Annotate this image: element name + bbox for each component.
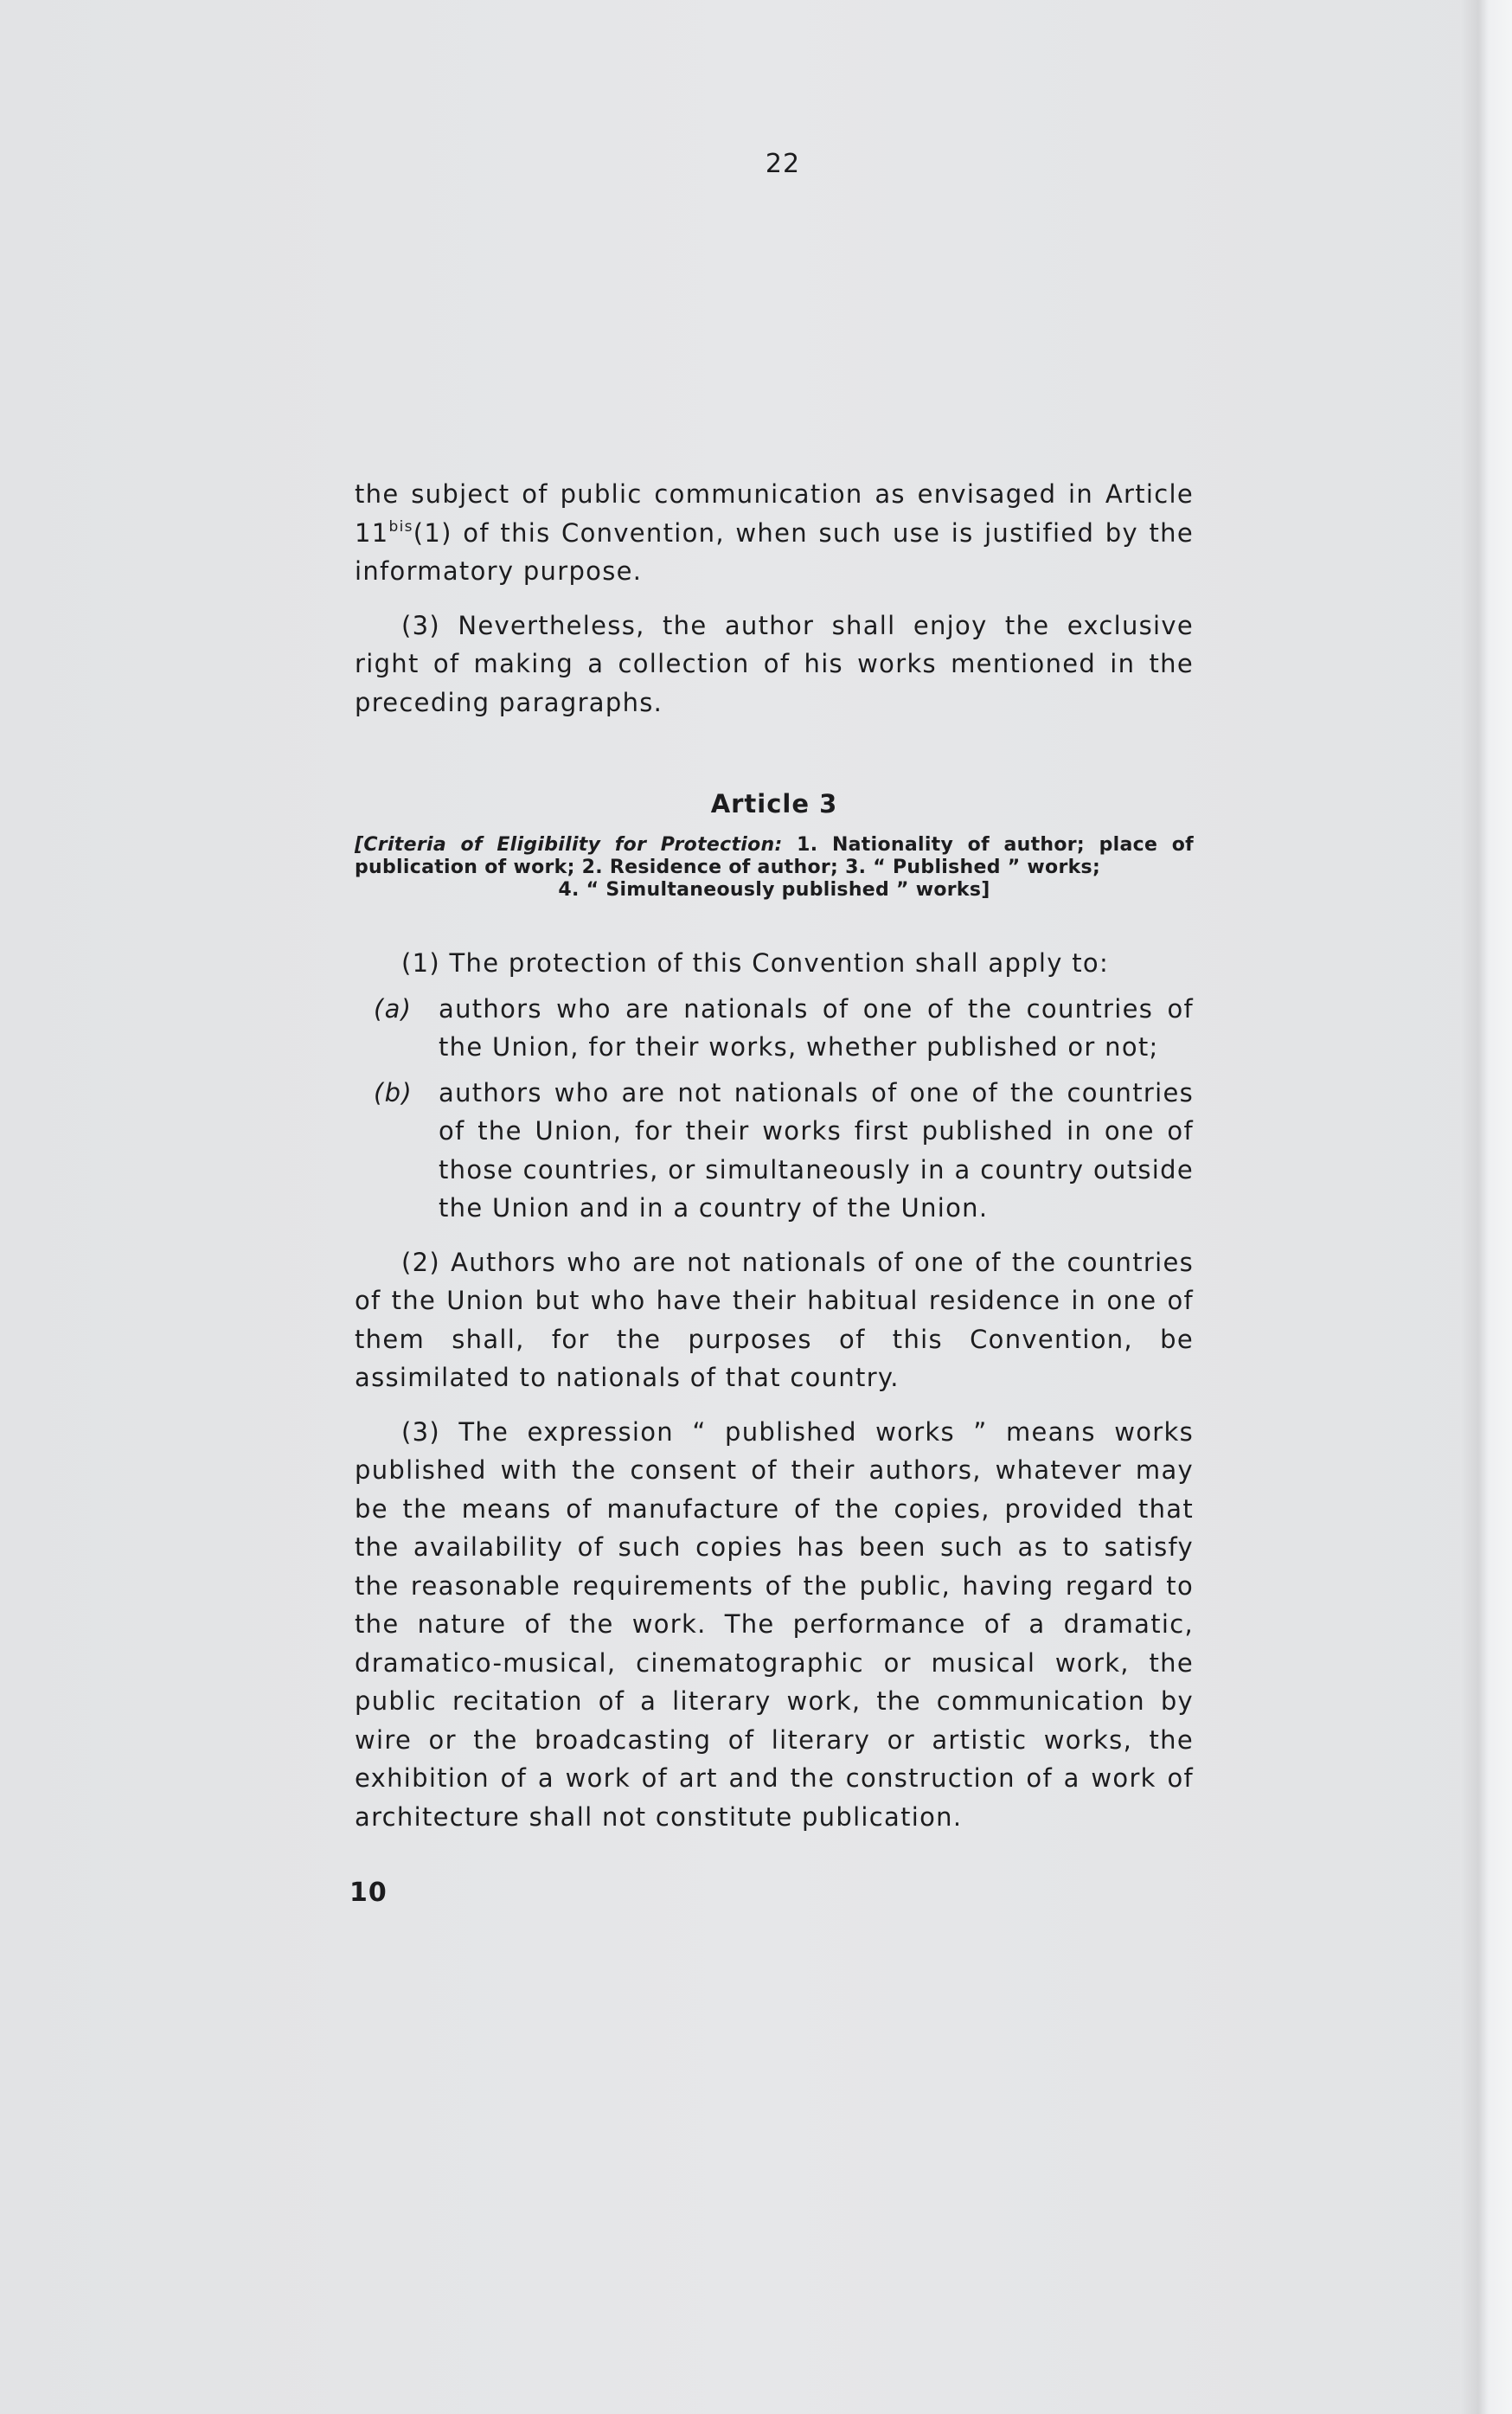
article-body	[355, 944, 1194, 1836]
paragraph-continuation	[355, 475, 1194, 591]
top-text-block	[355, 475, 1194, 722]
paragraph-continuation-part-1: the subject of public communication as envisaged in Article 11	[355, 479, 1194, 548]
bis-superscript: bis	[388, 517, 413, 536]
article-caption-last-line: 4. “ Simultaneously published ” works]	[558, 879, 990, 901]
list-item-text: authors who are not nationals of one of the countries of the Union, for their works first published in one of those countries, or simultaneously in a country outside the Union and in a country of the Union.	[439, 1077, 1194, 1223]
article-caption-title: [Criteria of Eligibility for Protection:	[355, 834, 783, 856]
paragraph-3-nevertheless: (3) Nevertheless, the author shall enjoy the exclusive right of making a collection of his works mentioned in the preceding paragraphs.	[355, 610, 1194, 717]
article-caption	[355, 834, 1194, 902]
article-caption-body: 1. Nationality of author; place of publication of work; 2. Residence of author; 3. “ Published ” works;	[355, 834, 1194, 878]
page-edge-shadow	[1460, 0, 1512, 2414]
article-paragraph-2: (2) Authors who are not nationals of one of the countries of the Union but who have their habitual residence in one of them shall, for the purposes of this Convention, be assimilated to nationals of that country.	[355, 1247, 1194, 1392]
list-item-text: authors who are nationals of one of the countries of the Union, for their works, whether published or not;	[439, 993, 1194, 1062]
signature-mark: 10	[349, 1878, 388, 1908]
article-heading: Article 3	[710, 789, 838, 819]
list-item	[355, 990, 1194, 1067]
list-item	[355, 1074, 1194, 1228]
list-item-marker: (b)	[374, 1077, 413, 1107]
article-paragraph-3: (3) The expression “ published works ” means works published with the consent of their authors, whatever may be the means of manufacture of the copies, provided that the availability of such copies has been such as to satisfy the reasonable requirements of the public, having regard to the nature of the work. The performance of a dramatic, dramatico-musical, cinematographic or musical work, the public recitation of a literary work, the communication by wire or the broadcasting of literary or artistic works, the exhibition of a work of art and the construction of a work of architecture shall not constitute publication.	[355, 1416, 1194, 1832]
paragraph-continuation-part-2: (1) of this Convention, when such use is justified by the informatory purpose.	[355, 517, 1194, 586]
page-number: 22	[765, 149, 801, 179]
article-paragraph-1: (1) The protection of this Convention shall apply to:	[401, 948, 1110, 978]
article-caption-main	[355, 834, 1194, 879]
list-item-marker: (a)	[374, 993, 413, 1024]
